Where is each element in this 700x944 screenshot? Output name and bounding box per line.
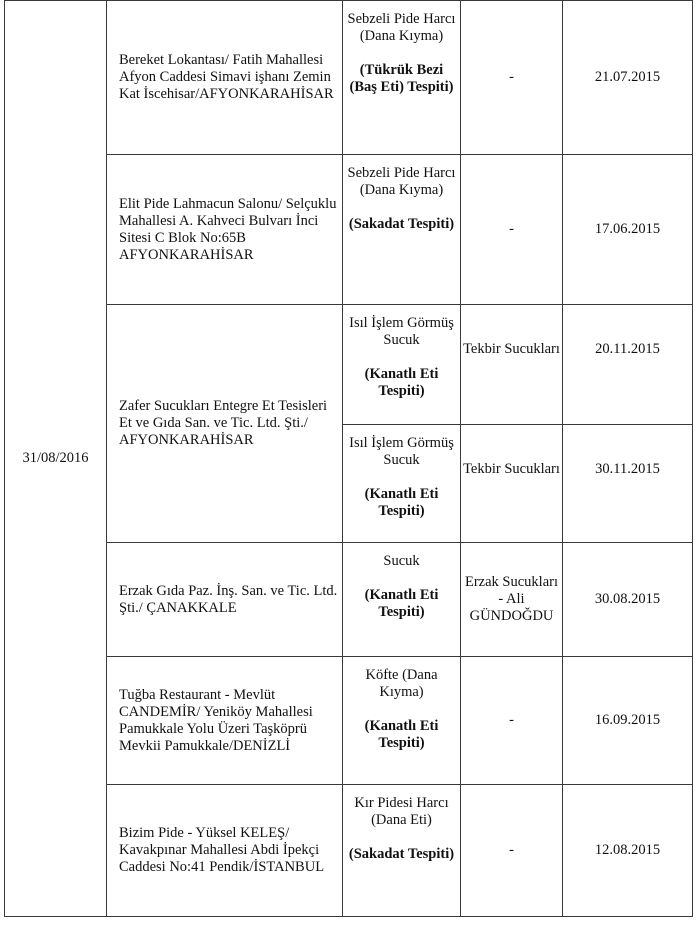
product-cell [343,543,461,657]
table-row [5,543,693,657]
table-row [5,785,693,917]
analysis-date: 12.08.2015 [594,842,661,858]
analysis-date-cell [563,1,693,155]
brand-name: Tekbir Sucukları [463,461,560,477]
analysis-date: 30.08.2015 [594,591,661,607]
firm-address: Tuğba Restaurant - Mevlüt CANDEMİR/ Yeniköy Mahallesi Pamukkale Yolu Üzeri Taşköprü Mevkii Pamukkale/DENİZLİ [119,686,313,754]
brand-name: - [509,69,514,85]
finding-text: (Kanatlı Eti Tespiti) [364,587,439,620]
product-name: Sebzeli Pide Harcı (Dana Kıyma) [347,165,456,198]
finding-text: (Tükrük Bezi (Baş Eti) Tespiti) [349,62,454,95]
product-cell [343,657,461,785]
brand-cell [461,657,563,785]
brand-cell [461,155,563,305]
brand-name: Erzak Sucukları - Ali GÜNDOĞDU [464,574,558,624]
firm-address: Zafer Sucukları Entegre Et Tesisleri Et ve Gıda San. ve Tic. Ltd. Şti./ AFYONKARAHİSAR [119,398,328,448]
firm-cell [107,1,343,155]
analysis-date-cell [563,785,693,917]
brand-cell [461,425,563,543]
analysis-date: 20.11.2015 [595,341,660,357]
product-cell [343,305,461,425]
product-name: Kır Pidesi Harcı (Dana Eti) [354,795,449,828]
finding-text: (Kanatlı Eti Tespiti) [364,718,439,751]
brand-cell [461,1,563,155]
firm-cell [107,785,343,917]
product-name: Sebzeli Pide Harcı (Dana Kıyma) [347,11,456,44]
product-name: Isıl İşlem Görmüş Sucuk [349,315,454,348]
product-name: Köfte (Dana Kıyma) [365,667,438,700]
firm-address: Elit Pide Lahmacun Salonu/ Selçuklu Mahallesi A. Kahveci Bulvarı İnci Sitesi C Blok No:65B AFYONKARAHİSAR [119,195,337,263]
analysis-date: 21.07.2015 [594,69,661,85]
firm-cell [107,305,343,543]
finding-text: (Sakadat Tespiti) [348,216,455,232]
analysis-date-cell [563,425,693,543]
product-cell [343,425,461,543]
publication-date-cell [5,1,107,917]
firm-address: Bizim Pide - Yüksel KELEŞ/ Kavakpınar Mahallesi Abdi İpekçi Caddesi No:41 Pendik/İSTANBUL [119,825,325,875]
analysis-date-cell [563,657,693,785]
brand-name: Tekbir Sucukları [463,341,560,357]
table-row [5,305,693,425]
table-row [5,155,693,305]
analysis-date: 16.09.2015 [594,712,661,728]
product-cell [343,155,461,305]
table-row [5,1,693,155]
analysis-date-cell [563,543,693,657]
brand-cell [461,305,563,425]
brand-cell [461,543,563,657]
firm-cell [107,543,343,657]
inspection-table [4,0,693,917]
table-row [5,657,693,785]
finding-text: (Kanatlı Eti Tespiti) [364,366,439,399]
analysis-date-cell [563,305,693,425]
analysis-date-cell [563,155,693,305]
brand-name: - [509,712,514,728]
product-name: Isıl İşlem Görmüş Sucuk [349,435,454,468]
firm-address: Erzak Gıda Paz. İnş. San. ve Tic. Ltd. Şti./ ÇANAKKALE [119,582,338,616]
analysis-date: 17.06.2015 [594,221,661,237]
brand-name: - [509,842,514,858]
analysis-date: 30.11.2015 [595,461,660,477]
product-cell [343,1,461,155]
publication-date: 31/08/2016 [22,450,89,466]
brand-name: - [509,221,514,237]
brand-cell [461,785,563,917]
finding-text: (Kanatlı Eti Tespiti) [364,486,439,519]
product-cell [343,785,461,917]
firm-address: Bereket Lokantası/ Fatih Mahallesi Afyon Caddesi Simavi işhanı Zemin Kat İscehisar/AFYONKARAHİSAR [119,52,334,102]
finding-text: (Sakadat Tespiti) [348,846,455,862]
firm-cell [107,155,343,305]
firm-cell [107,657,343,785]
product-name: Sucuk [383,553,420,569]
